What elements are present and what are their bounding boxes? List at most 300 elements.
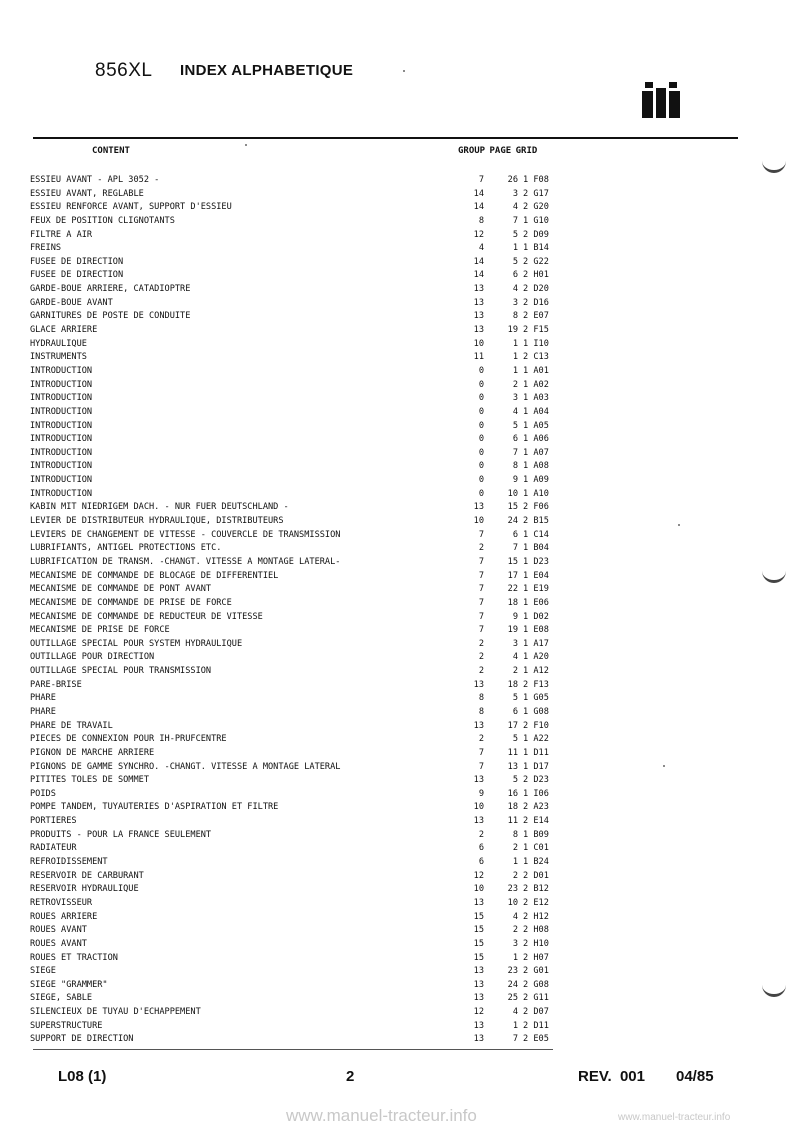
row-content: SIEGE — [30, 966, 56, 977]
row-page: 7 — [512, 215, 518, 226]
table-row — [30, 515, 560, 529]
table-row — [30, 242, 560, 256]
row-content: INTRODUCTION — [30, 461, 93, 472]
index-table — [30, 174, 560, 1047]
table-row — [30, 460, 560, 474]
table-row — [30, 597, 560, 611]
table-row — [30, 638, 560, 652]
row-group: 0 — [478, 393, 484, 404]
row-page: 4 — [512, 911, 518, 922]
table-row — [30, 310, 560, 324]
table-row — [30, 733, 560, 747]
table-row — [30, 488, 560, 502]
row-page: 3 — [512, 638, 518, 649]
row-content: INTRODUCTION — [30, 406, 93, 417]
row-content: INTRODUCTION — [30, 488, 93, 499]
row-page: 10 — [507, 897, 518, 908]
row-page: 6 — [512, 434, 518, 445]
row-grid: 2 H10 — [523, 938, 549, 949]
row-content: PRODUITS - POUR LA FRANCE SEULEMENT — [30, 829, 212, 840]
table-row — [30, 406, 560, 420]
row-page: 1 — [512, 338, 518, 349]
row-page: 2 — [512, 666, 518, 677]
row-content: ESSIEU AVANT, REGLABLE — [30, 188, 144, 199]
row-content: GARDE-BOUE ARRIERE, CATADIOPTRE — [30, 284, 191, 295]
table-row — [30, 992, 560, 1006]
row-content: SIEGE, SABLE — [30, 993, 93, 1004]
row-group: 7 — [478, 570, 484, 581]
row-page: 15 — [507, 556, 518, 567]
row-page: 4 — [512, 406, 518, 417]
row-group: 13 — [473, 502, 484, 513]
row-page: 8 — [512, 461, 518, 472]
row-group: 7 — [478, 175, 484, 185]
row-page: 4 — [512, 284, 518, 295]
row-page: 25 — [507, 993, 518, 1004]
row-group: 7 — [478, 584, 484, 595]
row-group: 13 — [473, 679, 484, 690]
row-grid: 1 A08 — [523, 461, 549, 472]
row-page: 2 — [512, 870, 518, 881]
row-grid: 2 H12 — [523, 911, 549, 922]
row-group: 2 — [478, 543, 484, 554]
row-grid: 2 H08 — [523, 925, 549, 936]
row-grid: 1 A09 — [523, 475, 549, 486]
footer-revision: REV. 001 — [578, 1068, 645, 1085]
row-group: 10 — [473, 338, 484, 349]
row-group: 13 — [473, 1034, 484, 1045]
speck — [663, 765, 665, 767]
row-page: 18 — [507, 802, 518, 813]
row-grid: 1 G05 — [523, 693, 549, 704]
row-page: 10 — [507, 488, 518, 499]
row-group: 14 — [473, 202, 484, 213]
table-row — [30, 474, 560, 488]
row-content: PIGNON DE MARCHE ARRIERE — [30, 747, 155, 758]
row-group: 13 — [473, 775, 484, 786]
row-group: 0 — [478, 475, 484, 486]
row-group: 6 — [478, 857, 484, 868]
table-row — [30, 651, 560, 665]
binding-mark — [762, 568, 786, 583]
row-content: HYDRAULIQUE — [30, 338, 87, 349]
row-group: 2 — [478, 829, 484, 840]
table-row — [30, 392, 560, 406]
row-grid: 2 E07 — [523, 311, 549, 322]
row-content: LUBRIFIANTS, ANTIGEL PROTECTIONS ETC. — [30, 543, 222, 554]
row-grid: 2 D01 — [523, 870, 549, 881]
table-row — [30, 856, 560, 870]
row-group: 4 — [478, 243, 484, 254]
row-group: 10 — [473, 802, 484, 813]
table-row — [30, 529, 560, 543]
table-row — [30, 679, 560, 693]
table-row — [30, 1020, 560, 1034]
row-group: 7 — [478, 761, 484, 772]
row-content: ROUES ARRIERE — [30, 911, 98, 922]
row-page: 24 — [507, 979, 518, 990]
table-row — [30, 1006, 560, 1020]
row-content: ESSIEU RENFORCE AVANT, SUPPORT D'ESSIEU — [30, 202, 232, 213]
row-page: 9 — [512, 475, 518, 486]
row-group: 2 — [478, 652, 484, 663]
row-grid: 1 E19 — [523, 584, 549, 595]
row-content: SIEGE "GRAMMER" — [30, 979, 108, 990]
row-page: 1 — [512, 857, 518, 868]
header-rule — [33, 137, 738, 139]
row-group: 14 — [473, 270, 484, 281]
row-group: 7 — [478, 529, 484, 540]
row-page: 17 — [507, 570, 518, 581]
table-row — [30, 801, 560, 815]
table-row — [30, 979, 560, 993]
row-grid: 2 D23 — [523, 775, 549, 786]
row-grid: 2 B12 — [523, 884, 549, 895]
row-content: RESERVOIR DE CARBURANT — [30, 870, 144, 881]
row-group: 2 — [478, 638, 484, 649]
table-row — [30, 611, 560, 625]
row-grid: 1 A05 — [523, 420, 549, 431]
row-content: ROUES AVANT — [30, 938, 87, 949]
row-grid: 1 A20 — [523, 652, 549, 663]
row-grid: 1 D17 — [523, 761, 549, 772]
row-content: OUTILLAGE SPECIAL POUR TRANSMISSION — [30, 666, 212, 677]
row-content: POIDS — [30, 788, 56, 799]
row-page: 5 — [512, 775, 518, 786]
row-page: 2 — [512, 843, 518, 854]
table-row — [30, 297, 560, 311]
row-content: GLACE ARRIERE — [30, 325, 98, 336]
row-page: 11 — [507, 816, 518, 827]
table-row — [30, 269, 560, 283]
row-grid: 2 H07 — [523, 952, 549, 963]
row-content: GARNITURES DE POSTE DE CONDUITE — [30, 311, 191, 322]
row-grid: 1 I10 — [523, 338, 549, 349]
row-content: INTRODUCTION — [30, 434, 93, 445]
row-page: 1 — [512, 352, 518, 363]
row-page: 2 — [512, 925, 518, 936]
row-group: 9 — [478, 788, 484, 799]
table-row — [30, 924, 560, 938]
row-group: 13 — [473, 897, 484, 908]
row-group: 13 — [473, 966, 484, 977]
row-grid: 1 G10 — [523, 215, 549, 226]
row-grid: 2 D11 — [523, 1020, 549, 1031]
row-grid: 1 A10 — [523, 488, 549, 499]
row-page: 3 — [512, 938, 518, 949]
row-content: PHARE — [30, 693, 56, 704]
row-group: 0 — [478, 461, 484, 472]
binding-mark — [762, 982, 786, 997]
row-content: LEVIER DE DISTRIBUTEUR HYDRAULIQUE, DISTRIBUTEURS — [30, 516, 284, 527]
row-content: PHARE — [30, 706, 56, 717]
row-content: RETROVISSEUR — [30, 897, 93, 908]
row-group: 13 — [473, 325, 484, 336]
row-grid: 2 F15 — [523, 325, 549, 336]
column-header-group-page-grid: GROUP PAGE GRID — [458, 146, 538, 156]
table-row — [30, 420, 560, 434]
table-row — [30, 706, 560, 720]
table-row — [30, 542, 560, 556]
table-row — [30, 324, 560, 338]
table-row — [30, 665, 560, 679]
row-content: SILENCIEUX DE TUYAU D'ECHAPPEMENT — [30, 1007, 201, 1018]
table-row — [30, 952, 560, 966]
table-row — [30, 351, 560, 365]
table-row — [30, 583, 560, 597]
row-grid: 1 D23 — [523, 556, 549, 567]
row-grid: 2 G08 — [523, 979, 549, 990]
row-group: 13 — [473, 284, 484, 295]
row-grid: 1 A04 — [523, 406, 549, 417]
row-content: INSTRUMENTS — [30, 352, 87, 363]
row-page: 18 — [507, 597, 518, 608]
row-page: 15 — [507, 502, 518, 513]
column-header-content: CONTENT — [92, 146, 130, 156]
row-page: 13 — [507, 761, 518, 772]
row-page: 2 — [512, 379, 518, 390]
row-grid: 1 A02 — [523, 379, 549, 390]
row-group: 12 — [473, 1007, 484, 1018]
row-grid: 2 E05 — [523, 1034, 549, 1045]
row-grid: 1 B09 — [523, 829, 549, 840]
row-content: ROUES AVANT — [30, 925, 87, 936]
row-grid: 2 D09 — [523, 229, 549, 240]
row-page: 5 — [512, 693, 518, 704]
row-content: PITITES TOLES DE SOMMET — [30, 775, 149, 786]
row-group: 7 — [478, 597, 484, 608]
table-row — [30, 379, 560, 393]
row-page: 1 — [512, 952, 518, 963]
row-grid: 2 E14 — [523, 816, 549, 827]
table-row — [30, 897, 560, 911]
row-content: INTRODUCTION — [30, 379, 93, 390]
table-row — [30, 870, 560, 884]
row-grid: 2 G11 — [523, 993, 549, 1004]
row-page: 19 — [507, 625, 518, 636]
row-content: INTRODUCTION — [30, 420, 93, 431]
row-grid: 2 F10 — [523, 720, 549, 731]
table-row — [30, 365, 560, 379]
table-row — [30, 761, 560, 775]
table-row — [30, 720, 560, 734]
row-content: POMPE TANDEM, TUYAUTERIES D'ASPIRATION ET FILTRE — [30, 802, 279, 813]
row-grid: 2 G17 — [523, 188, 549, 199]
table-row — [30, 938, 560, 952]
row-grid: 1 C14 — [523, 529, 549, 540]
speck — [403, 70, 405, 72]
row-grid: 1 B04 — [523, 543, 549, 554]
row-grid: 2 G01 — [523, 966, 549, 977]
row-page: 5 — [512, 420, 518, 431]
row-page: 6 — [512, 706, 518, 717]
row-grid: 1 E06 — [523, 597, 549, 608]
row-group: 0 — [478, 379, 484, 390]
speck — [245, 144, 247, 146]
row-content: LEVIERS DE CHANGEMENT DE VITESSE - COUVERCLE DE TRANSMISSION — [30, 529, 341, 540]
row-group: 7 — [478, 747, 484, 758]
row-grid: 1 D02 — [523, 611, 549, 622]
table-row — [30, 433, 560, 447]
table-row — [30, 174, 560, 188]
row-grid: 2 F13 — [523, 679, 549, 690]
table-row — [30, 229, 560, 243]
row-content: LUBRIFICATION DE TRANSM. -CHANGT. VITESSE A MONTAGE LATERAL- — [30, 556, 341, 567]
row-content: PORTIERES — [30, 816, 77, 827]
row-content: INTRODUCTION — [30, 447, 93, 458]
row-content: RADIATEUR — [30, 843, 77, 854]
row-group: 15 — [473, 938, 484, 949]
row-page: 18 — [507, 679, 518, 690]
row-content: PHARE DE TRAVAIL — [30, 720, 113, 731]
row-grid: 1 D11 — [523, 747, 549, 758]
row-grid: 2 D16 — [523, 297, 549, 308]
row-content: REFROIDISSEMENT — [30, 857, 108, 868]
row-group: 10 — [473, 516, 484, 527]
row-content: INTRODUCTION — [30, 475, 93, 486]
table-row — [30, 624, 560, 638]
row-content: FREINS — [30, 243, 62, 254]
model-number: 856XL — [95, 60, 153, 81]
row-grid: 1 I06 — [523, 788, 549, 799]
row-page: 4 — [512, 1007, 518, 1018]
row-group: 13 — [473, 816, 484, 827]
row-page: 7 — [512, 447, 518, 458]
row-grid: 2 D20 — [523, 284, 549, 295]
row-page: 19 — [507, 325, 518, 336]
ih-logo-icon — [642, 82, 680, 118]
row-group: 13 — [473, 297, 484, 308]
row-content: OUTILLAGE SPECIAL POUR SYSTEM HYDRAULIQUE — [30, 638, 243, 649]
row-group: 13 — [473, 993, 484, 1004]
row-page: 8 — [512, 311, 518, 322]
table-row — [30, 829, 560, 843]
table-row — [30, 501, 560, 515]
row-group: 14 — [473, 256, 484, 267]
row-content: INTRODUCTION — [30, 393, 93, 404]
row-page: 24 — [507, 516, 518, 527]
page-title: INDEX ALPHABETIQUE — [180, 62, 354, 79]
row-content: OUTILLAGE POUR DIRECTION — [30, 652, 155, 663]
row-group: 0 — [478, 365, 484, 376]
row-page: 3 — [512, 188, 518, 199]
row-grid: 1 A07 — [523, 447, 549, 458]
row-group: 0 — [478, 420, 484, 431]
row-page: 1 — [512, 1020, 518, 1031]
table-row — [30, 747, 560, 761]
row-grid: 1 E04 — [523, 570, 549, 581]
row-page: 17 — [507, 720, 518, 731]
row-content: PIECES DE CONNEXION POUR IH-PRUFCENTRE — [30, 734, 227, 745]
row-content: PIGNONS DE GAMME SYNCHRO. -CHANGT. VITESSE A MONTAGE LATERAL — [30, 761, 341, 772]
row-grid: 1 A12 — [523, 666, 549, 677]
binding-mark — [762, 158, 786, 173]
row-page: 23 — [507, 884, 518, 895]
table-row — [30, 692, 560, 706]
row-group: 13 — [473, 979, 484, 990]
table-row — [30, 188, 560, 202]
row-grid: 1 B14 — [523, 243, 549, 254]
table-row — [30, 842, 560, 856]
row-page: 4 — [512, 652, 518, 663]
row-grid: 2 G22 — [523, 256, 549, 267]
footer-date: 04/85 — [676, 1068, 714, 1085]
row-group: 12 — [473, 229, 484, 240]
footer-page-number: 2 — [346, 1068, 355, 1085]
table-row — [30, 815, 560, 829]
row-group: 15 — [473, 925, 484, 936]
row-content: FUSEE DE DIRECTION — [30, 256, 124, 267]
row-grid: 2 G20 — [523, 202, 549, 213]
footer-rule — [33, 1049, 553, 1050]
row-group: 7 — [478, 556, 484, 567]
table-row — [30, 556, 560, 570]
row-content: KABIN MIT NIEDRIGEM DACH. - NUR FUER DEUTSCHLAND - — [30, 502, 289, 513]
row-content: MECANISME DE PRISE DE FORCE — [30, 625, 170, 636]
row-grid: 2 D07 — [523, 1007, 549, 1018]
table-row — [30, 788, 560, 802]
row-grid: 1 A17 — [523, 638, 549, 649]
table-row — [30, 338, 560, 352]
table-row — [30, 256, 560, 270]
row-page: 6 — [512, 529, 518, 540]
row-grid: 1 E08 — [523, 625, 549, 636]
row-grid: 1 F08 — [523, 175, 549, 185]
row-content: MECANISME DE COMMANDE DE BLOCAGE DE DIFFERENTIEL — [30, 570, 279, 581]
row-grid: 2 B15 — [523, 516, 549, 527]
table-row — [30, 965, 560, 979]
table-row — [30, 283, 560, 297]
row-page: 5 — [512, 229, 518, 240]
row-group: 7 — [478, 611, 484, 622]
row-page: 1 — [512, 243, 518, 254]
row-page: 6 — [512, 270, 518, 281]
row-grid: 2 F06 — [523, 502, 549, 513]
row-group: 11 — [473, 352, 484, 363]
row-content: INTRODUCTION — [30, 365, 93, 376]
row-grid: 1 G08 — [523, 706, 549, 717]
row-group: 7 — [478, 625, 484, 636]
row-content: SUPPORT DE DIRECTION — [30, 1034, 134, 1045]
row-group: 0 — [478, 447, 484, 458]
row-content: FILTRE A AIR — [30, 229, 93, 240]
row-content: FUSEE DE DIRECTION — [30, 270, 124, 281]
row-page: 3 — [512, 297, 518, 308]
table-row — [30, 774, 560, 788]
row-grid: 2 H01 — [523, 270, 549, 281]
row-page: 1 — [512, 365, 518, 376]
row-group: 0 — [478, 434, 484, 445]
row-group: 8 — [478, 215, 484, 226]
row-content: RESERVOIR HYDRAULIQUE — [30, 884, 139, 895]
row-page: 5 — [512, 256, 518, 267]
row-content: ESSIEU AVANT - APL 3052 - — [30, 175, 160, 185]
row-group: 2 — [478, 666, 484, 677]
row-group: 12 — [473, 870, 484, 881]
row-group: 15 — [473, 952, 484, 963]
row-group: 6 — [478, 843, 484, 854]
row-content: MECANISME DE COMMANDE DE PONT AVANT — [30, 584, 212, 595]
table-row — [30, 201, 560, 215]
row-page: 16 — [507, 788, 518, 799]
row-grid: 2 A23 — [523, 802, 549, 813]
row-group: 8 — [478, 693, 484, 704]
row-page: 3 — [512, 393, 518, 404]
row-grid: 2 C13 — [523, 352, 549, 363]
row-content: GARDE-BOUE AVANT — [30, 297, 113, 308]
row-grid: 1 A03 — [523, 393, 549, 404]
watermark-right: www.manuel-tracteur.info — [618, 1112, 731, 1123]
